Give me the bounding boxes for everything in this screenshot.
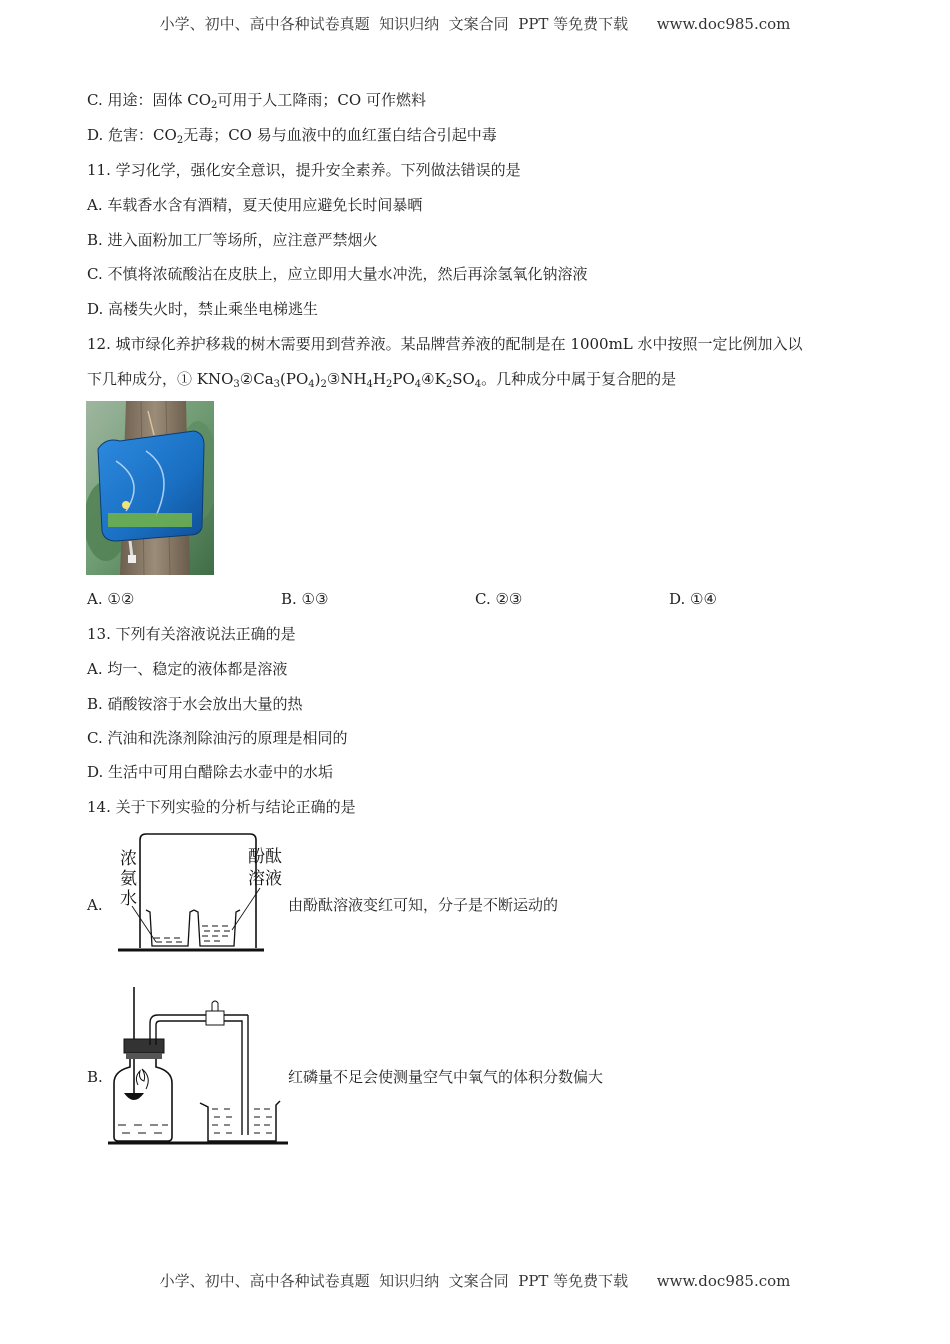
- q10-option-c: C. 用途：固体 $CO_2$可用于人工降雨；CO 可作燃料: [87, 91, 426, 111]
- q12-option-c: C. ②③: [475, 590, 523, 608]
- q14-option-b-label: B.: [87, 1068, 103, 1086]
- label-phenolphthalein: 酚酞: [248, 847, 282, 867]
- q11-option-c: C. 不慎将浓硫酸沾在皮肤上，应立即用大量水冲洗，然后再涂氢氧化钠溶液: [87, 265, 588, 283]
- q11-option-a: A. 车载香水含有酒精，夏天使用应避免长时间暴晒: [87, 196, 423, 214]
- red-phosphorus-oxygen-diagram: [108, 985, 290, 1147]
- label-ammonia: 氨: [120, 869, 137, 889]
- q14-stem: 14. 关于下列实验的分析与结论正确的是: [87, 798, 356, 816]
- ammonia-diffusion-diagram: [112, 830, 288, 956]
- q13-option-d: D. 生活中可用白醋除去水壶中的水垢: [87, 763, 334, 781]
- q14-option-b-text: 红磷量不足会使测量空气中氧气的体积分数偏大: [288, 1068, 604, 1086]
- q13-option-a: A. 均一、稳定的液体都是溶液: [87, 660, 288, 678]
- q13-option-b: B. 硝酸铵溶于水会放出大量的热: [87, 695, 303, 713]
- q13-option-c: C. 汽油和洗涤剂除油污的原理是相同的: [87, 729, 348, 747]
- q13-stem: 13. 下列有关溶液说法正确的是: [87, 625, 296, 643]
- q14-option-a-label: A.: [87, 896, 103, 914]
- q14-option-a-text: 由酚酞溶液变红可知，分子是不断运动的: [288, 896, 559, 914]
- q12-stem-line2: 下几种成分，① $KNO_3②Ca_3(PO_4)_2③NH_4H_2PO_4④K_2SO_4$。几种成分中属于复合肥的是: [87, 370, 677, 390]
- label-water: 水: [120, 889, 137, 909]
- q11-stem: 11. 学习化学，强化安全意识，提升安全素养。下列做法错误的是: [87, 161, 521, 179]
- q12-option-d: D. ①④: [669, 590, 717, 608]
- q11-option-d: D. 高楼失火时，禁止乘坐电梯逃生: [87, 300, 319, 318]
- page-footer: 小学、初中、高中各种试卷真题 知识归纳 文案合同 PPT 等免费下载 www.doc985.com: [159, 1272, 791, 1290]
- page-header: 小学、初中、高中各种试卷真题 知识归纳 文案合同 PPT 等免费下载 www.doc985.com: [159, 15, 791, 33]
- label-concentrated: 浓: [120, 849, 137, 869]
- q12-option-b: B. ①③: [281, 590, 329, 608]
- q12-stem-line1: 12. 城市绿化养护移栽的树木需要用到营养液。某品牌营养液的配制是在 1000mL 水中按照一定比例加入以: [87, 335, 803, 353]
- q10-option-d: D. 危害：$CO_2$无毒；CO 易与血液中的血红蛋白结合引起中毒: [87, 126, 497, 146]
- q11-option-b: B. 进入面粉加工厂等场所，应注意严禁烟火: [87, 231, 378, 249]
- label-solution: 溶液: [248, 869, 282, 889]
- nutrient-bag-photo: [86, 401, 214, 575]
- q12-option-a: A. ①②: [87, 590, 135, 608]
